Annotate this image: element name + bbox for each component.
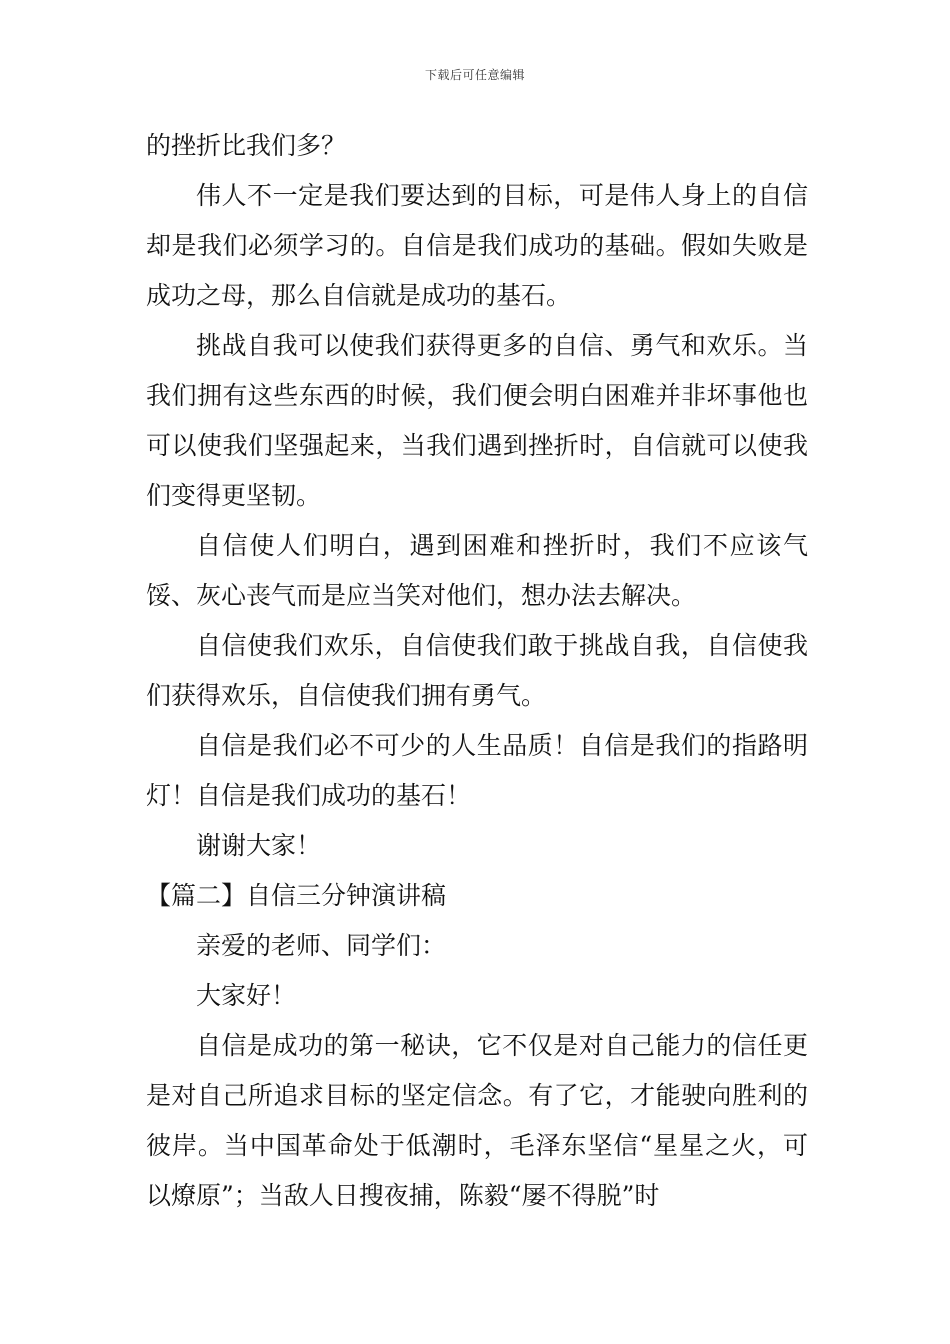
paragraph-6: 自信是我们必不可少的人生品质！自信是我们的指路明灯！自信是我们成功的基石！ xyxy=(146,731,808,810)
paragraph-7: 自信是成功的第一秘诀，它不仅是对自己能力的信任更是对自己所追求目标的坚定信念。有了它，才能驶向胜利的彼岸。当中国革命处于低潮时，毛泽东坚信“星星之火，可以燎原”；当敌人日搜夜捕，陈毅“屡不得脱”时 xyxy=(146,1031,808,1210)
paragraph-5: 自信使我们欢乐，自信使我们敢于挑战自我，自信使我们获得欢乐，自信使我们拥有勇气。 xyxy=(146,631,808,710)
paragraph-3: 挑战自我可以使我们获得更多的自信、勇气和欢乐。当我们拥有这些东西的时候，我们便会明白困难并非坏事他也可以使我们坚强起来，当我们遇到挫折时，自信就可以使我们变得更坚韧。 xyxy=(146,331,808,510)
paragraph-1: 的挫折比我们多？ xyxy=(146,131,347,160)
section-heading: 【篇二】自信三分钟演讲稿 xyxy=(146,881,447,910)
page-header: 下载后可任意编辑 xyxy=(424,68,525,82)
closing-thanks: 谢谢大家！ xyxy=(196,831,322,860)
greeting: 大家好！ xyxy=(196,981,297,1010)
document-body xyxy=(146,121,808,1221)
salutation: 亲爱的老师、同学们： xyxy=(196,931,447,960)
paragraph-2: 伟人不一定是我们要达到的目标，可是伟人身上的自信却是我们必须学习的。自信是我们成功的基础。假如失败是成功之母，那么自信就是成功的基石。 xyxy=(146,181,808,310)
paragraph-4: 自信使人们明白，遇到困难和挫折时，我们不应该气馁、灰心丧气而是应当笑对他们，想办法去解决。 xyxy=(146,531,808,610)
